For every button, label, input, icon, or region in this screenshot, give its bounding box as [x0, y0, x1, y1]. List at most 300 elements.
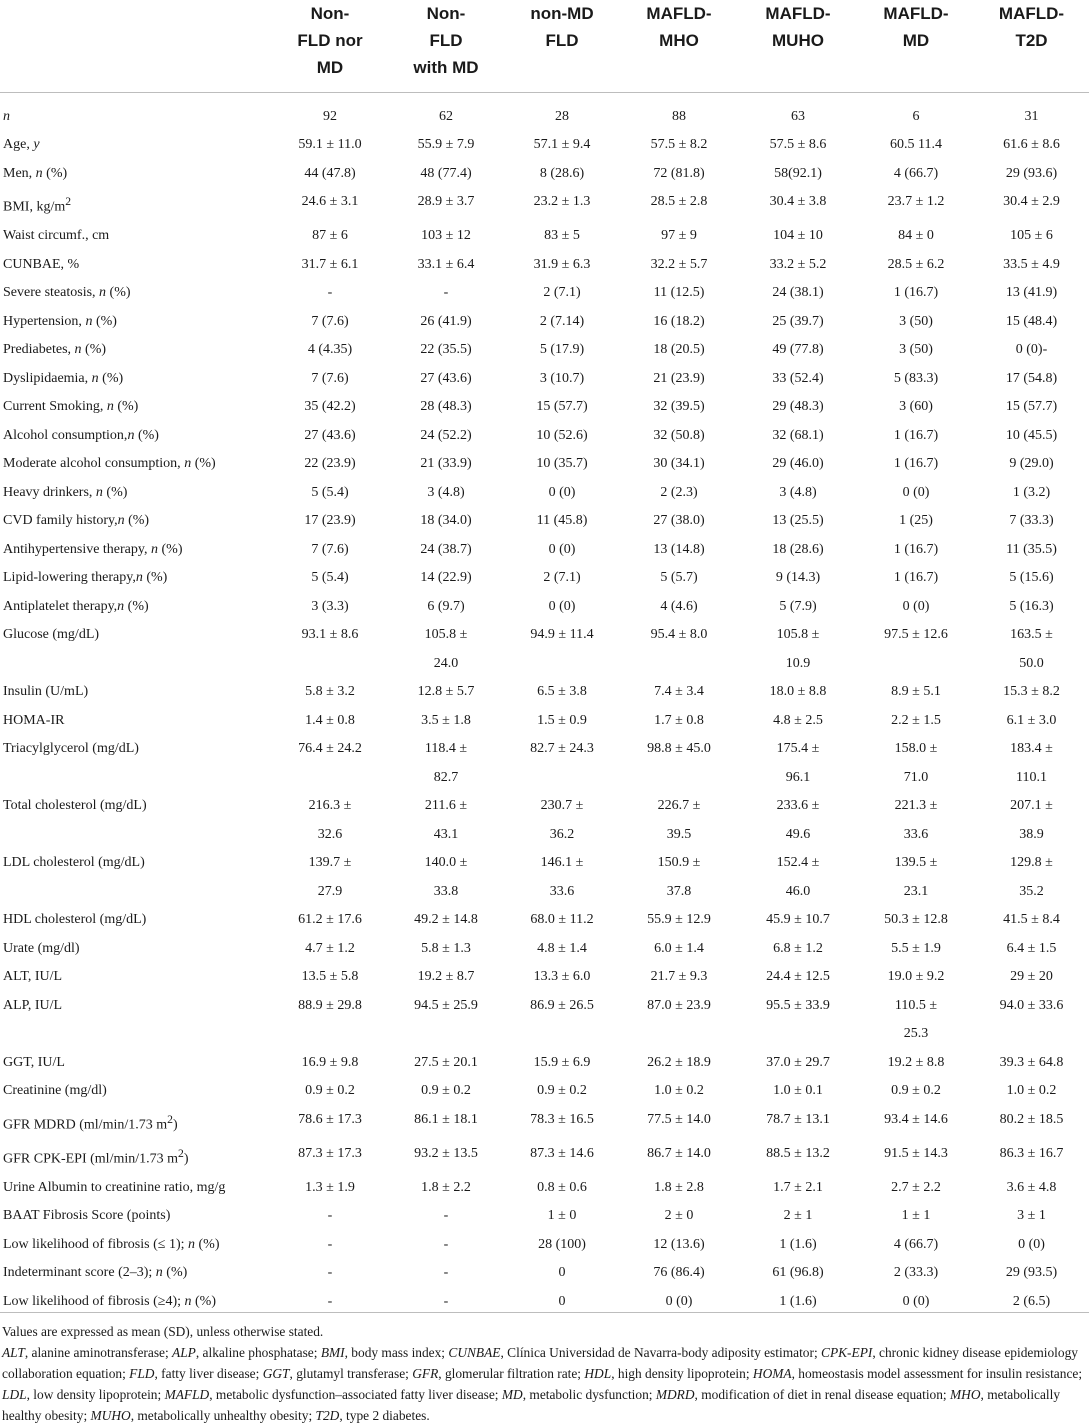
table-cell: 26 (41.9): [420, 313, 472, 329]
table-cell: 28.5 ± 2.8: [650, 194, 708, 209]
table-row: [0, 1259, 1089, 1288]
table-cell: 62: [439, 108, 453, 124]
table-row: [0, 393, 1089, 422]
table-cell: 0.9 ± 0.2: [305, 1083, 355, 1099]
row-label: n: [3, 108, 10, 124]
column-header: Non- FLD nor MD: [272, 0, 388, 92]
table-cell: 32 (39.5): [653, 399, 705, 415]
table-cell: 1.0 ± 0.2: [654, 1083, 704, 1099]
table-cell: 30.4 ± 3.8: [769, 194, 827, 209]
table-cell: 32.2 ± 5.7: [650, 256, 708, 272]
table-cell: 23.7 ± 1.2: [887, 194, 945, 209]
table-cell: 14 (22.9): [420, 570, 472, 586]
table-cell: 2 (6.5): [1012, 1293, 1051, 1309]
table-cell: 4 (4.35): [307, 342, 353, 358]
table-cell: 1.0 ± 0.2: [1006, 1083, 1057, 1099]
table-row: [0, 1231, 1089, 1260]
table-cell: 110.5 ± 25.3: [894, 997, 938, 1042]
table-cell: 0 (0): [902, 484, 930, 500]
table-cell: 24 (52.2): [420, 427, 472, 443]
table-row: [0, 365, 1089, 394]
table-cell: 2.2 ± 1.5: [891, 712, 941, 728]
table-row: [0, 1049, 1089, 1078]
table-cell: 12 (13.6): [653, 1236, 705, 1252]
table-row: [0, 621, 1089, 678]
table-cell: 3.6 ± 4.8: [1006, 1179, 1057, 1195]
table-cell: -: [443, 1293, 449, 1309]
table-cell: -: [443, 1208, 449, 1224]
table-cell: 93.4 ± 14.6: [884, 1111, 948, 1127]
table-cell: 24 (38.1): [772, 285, 824, 301]
table-cell: 27 (43.6): [420, 370, 472, 386]
table-cell: 11 (35.5): [1006, 541, 1057, 557]
table-row: [0, 992, 1089, 1049]
table-cell: 86.3 ± 16.7: [999, 1145, 1064, 1161]
table-cell: 129.8 ± 35.2: [1010, 855, 1053, 899]
table-cell: 8 (28.6): [539, 165, 585, 181]
table-cell: 16 (18.2): [653, 313, 705, 329]
table-cell: -: [327, 1293, 333, 1309]
table-cell: 152.4 ± 46.0: [776, 855, 820, 899]
row-label: Hypertension, n (%): [3, 313, 117, 329]
table-cell: 97 ± 9: [661, 228, 697, 244]
table-cell: 10 (35.7): [536, 456, 588, 472]
table-cell: 29 (46.0): [772, 456, 824, 472]
table-cell: -: [327, 285, 333, 301]
table-cell: 0.9 ± 0.2: [537, 1083, 587, 1099]
table-cell: 11 (45.8): [536, 513, 588, 529]
table-row: [0, 450, 1089, 479]
table-cell: 10 (52.6): [536, 427, 588, 443]
table-cell: 8.9 ± 5.1: [891, 684, 941, 700]
table-cell: 1 (3.2): [1012, 484, 1051, 500]
table-row: [0, 507, 1089, 536]
table-cell: 1.8 ± 2.8: [654, 1179, 704, 1195]
table-cell: 86.9 ± 26.5: [530, 997, 594, 1013]
table-cell: 87.3 ± 14.6: [530, 1145, 594, 1161]
row-label: LDL cholesterol (mg/dL): [3, 855, 145, 871]
row-label: GFR CPK-EPI (ml/min/1.73 $m^2$): [3, 1146, 189, 1167]
table-cell: 140.0 ± 33.8: [424, 855, 468, 899]
table-cell: 3 (60): [899, 399, 933, 415]
table-cell: 5 (5.7): [660, 570, 698, 586]
table-cell: 1.4 ± 0.8: [305, 712, 355, 728]
table-cell: 7 (33.3): [1009, 513, 1054, 529]
table-cell: 3 (50): [899, 313, 933, 329]
table-cell: 5.8 ± 1.3: [421, 940, 471, 956]
table-cell: 78.7 ± 13.1: [766, 1111, 830, 1127]
table-row: [0, 963, 1089, 992]
table-cell: 57.5 ± 8.2: [650, 137, 708, 152]
table-cell: 10 (45.5): [1005, 427, 1058, 443]
table-cell: -: [443, 285, 449, 301]
table-cell: 7.4 ± 3.4: [654, 684, 704, 700]
table-cell: 15 (48.4): [1005, 313, 1058, 329]
table-cell: 91.5 ± 14.3: [884, 1145, 948, 1161]
table-row: [0, 251, 1089, 280]
table-cell: 21 (23.9): [653, 370, 705, 386]
table-cell: 61.2 ± 17.6: [298, 912, 362, 928]
table-cell: -: [443, 1265, 449, 1281]
table-cell: 24 (38.7): [420, 541, 472, 557]
table-cell: 87.0 ± 23.9: [647, 997, 711, 1013]
header-row: [0, 0, 1089, 92]
table-cell: 44 (47.8): [304, 165, 356, 181]
table-cell: 207.1 ± 38.9: [1010, 798, 1053, 842]
table-cell: 1 (16.7): [893, 456, 939, 472]
row-label: Glucose (mg/dL): [3, 627, 100, 643]
footnote-abbreviations: ALT, alanine aminotransferase; ALP, alkaline phosphatase; BMI, body mass index; CUNBAE, Clínica Universidad de Navarra-body adiposity estimator; CPK-EPI, chronic kidney disease epidemiology collaboration equation; FLD, fatty liver disease; GGT, glutamyl transferase; GFR, glomerular filtration rate; HDL, high density lipoprotein; HOMA, homeostasis model assessment for insulin resistance; LDL, low density lipoprotein; MAFLD, metabolic dysfunction–associated fatty liver disease; MD, metabolic dysfunction; MDRD, modification of diet in renal disease equation; MHO, metabolically healthy obesity; MUHO, metabolically unhealthy obesity; T2D, type 2 diabetes.: [2, 1345, 1083, 1423]
table-cell: 17 (23.9): [304, 513, 356, 529]
table-cell: 2 ± 1: [783, 1208, 813, 1224]
table-cell: 57.1 ± 9.4: [533, 137, 591, 152]
table-row: [0, 906, 1089, 935]
table-cell: 11 (12.5): [653, 285, 705, 301]
table-cell: 76.4 ± 24.2: [298, 741, 362, 757]
table-cell: 13.3 ± 6.0: [533, 969, 591, 985]
table-cell: 24.4 ± 12.5: [766, 969, 830, 985]
table-cell: 95.4 ± 8.0: [650, 627, 708, 643]
row-label: Dyslipidaemia, n (%): [3, 370, 124, 386]
table-cell: 30.4 ± 2.9: [1003, 194, 1060, 209]
row-label: Men, n (%): [3, 165, 68, 181]
table-cell: 0.9 ± 0.2: [891, 1083, 941, 1099]
table-cell: 30 (34.1): [653, 456, 705, 472]
table-cell: 82.7 ± 24.3: [530, 741, 594, 757]
row-label: Age, y: [3, 137, 40, 152]
table-cell: 4.8 ± 1.4: [537, 940, 587, 956]
table-row: [0, 564, 1089, 593]
table-cell: 28 (48.3): [420, 399, 472, 415]
table-cell: 5 (7.9): [779, 598, 817, 614]
table-cell: 60.5 11.4: [890, 137, 942, 152]
table-cell: 175.4 ± 96.1: [776, 741, 820, 785]
row-label: Moderate alcohol consumption, n (%): [3, 456, 216, 472]
table-cell: 32 (50.8): [653, 427, 705, 443]
table-cell: 28.9 ± 3.7: [417, 194, 475, 209]
table-cell: 118.4 ± 82.7: [424, 741, 468, 785]
table-cell: 230.7 ± 36.2: [540, 798, 584, 842]
table-cell: 98.8 ± 45.0: [647, 741, 711, 757]
table-cell: 88: [672, 108, 686, 124]
table-cell: 94.9 ± 11.4: [530, 627, 594, 643]
table-cell: 18 (34.0): [420, 513, 472, 529]
table-cell: 9 (29.0): [1009, 456, 1054, 472]
table-cell: 88.5 ± 13.2: [766, 1145, 830, 1161]
table-cell: 33.5 ± 4.9: [1003, 256, 1060, 272]
table-cell: 19.2 ± 8.8: [887, 1054, 945, 1070]
table-row: [0, 593, 1089, 622]
row-label: Current Smoking, n (%): [3, 399, 139, 415]
table-cell: 84 ± 0: [898, 228, 934, 244]
table-row: [0, 479, 1089, 508]
table-cell: 1 (16.7): [893, 427, 939, 443]
table-cell: 59.1 ± 11.0: [298, 137, 362, 152]
table-cell: 3 (50): [899, 342, 933, 358]
table-cell: 18 (20.5): [653, 342, 705, 358]
table-cell: 72 (81.8): [653, 165, 705, 181]
table-cell: 158.0 ± 71.0: [894, 741, 938, 785]
header-stub: [0, 0, 272, 92]
row-label: BAAT Fibrosis Score (points): [3, 1208, 171, 1224]
table-cell: 1.7 ± 0.8: [654, 712, 704, 728]
table-cell: 94.0 ± 33.6: [999, 997, 1064, 1013]
table-cell: 0 (0): [902, 598, 930, 614]
row-label: Urine Albumin to creatinine ratio, mg/g: [3, 1179, 226, 1195]
table-cell: 29 (48.3): [772, 399, 824, 415]
table-cell: 86.1 ± 18.1: [414, 1111, 478, 1127]
table-cell: 103 ± 12: [421, 228, 471, 244]
table-cell: 5 (16.3): [1009, 598, 1054, 614]
row-label: Alcohol consumption,n (%): [3, 427, 159, 443]
table-cell: 1 (1.6): [779, 1236, 817, 1252]
row-label: HDL cholesterol (mg/dL): [3, 912, 147, 928]
row-label: Creatinine (mg/dl): [3, 1083, 107, 1099]
table-cell: 87.3 ± 17.3: [298, 1145, 362, 1161]
table-cell: 28 (100): [538, 1236, 586, 1252]
table-cell: 105.8 ± 10.9: [776, 627, 820, 671]
table-row: [0, 222, 1089, 251]
table-cell: 5 (17.9): [539, 342, 585, 358]
table-cell: 78.3 ± 16.5: [530, 1111, 594, 1127]
table-cell: 19.2 ± 8.7: [417, 969, 475, 985]
table-cell: 1.0 ± 0.1: [773, 1083, 823, 1099]
table-cell: 63: [791, 108, 805, 124]
table-cell: 92: [323, 108, 337, 124]
table-cell: 105 ± 6: [1010, 228, 1053, 244]
row-label: Antiplatelet therapy,n (%): [3, 598, 149, 614]
table-row: [0, 792, 1089, 849]
table-cell: 93.1 ± 8.6: [301, 627, 359, 643]
table-cell: 28: [555, 108, 569, 124]
table-cell: 3 (10.7): [539, 370, 585, 386]
table-cell: 15.9 ± 6.9: [533, 1054, 591, 1070]
table-cell: 61 (96.8): [772, 1265, 824, 1281]
table-cell: 0 (0): [548, 484, 576, 500]
table-cell: 9 (14.3): [775, 570, 821, 586]
table-cell: 0: [558, 1265, 566, 1281]
table-cell: 1.7 ± 2.1: [773, 1179, 823, 1195]
table-cell: 80.2 ± 18.5: [999, 1111, 1064, 1127]
table-cell: 5 (5.4): [311, 484, 349, 500]
table-cell: 6.5 ± 3.8: [537, 684, 587, 700]
table-cell: 1 (25): [899, 513, 933, 529]
table-cell: 7 (7.6): [311, 541, 349, 557]
table-cell: 6: [912, 108, 920, 124]
table-row: [0, 1106, 1089, 1140]
table-cell: 5.8 ± 3.2: [305, 684, 355, 700]
table-cell: 139.5 ± 23.1: [894, 855, 938, 899]
table-cell: 15.3 ± 8.2: [1003, 684, 1060, 700]
table-cell: 61.6 ± 8.6: [1003, 137, 1060, 152]
table-cell: 1 ± 0: [547, 1208, 577, 1224]
table-row: [0, 279, 1089, 308]
table-cell: 0: [558, 1293, 566, 1309]
table-cell: 31.9 ± 6.3: [533, 256, 591, 272]
table-cell: 4 (66.7): [893, 165, 939, 181]
table-cell: 226.7 ± 39.5: [657, 798, 701, 842]
table-row: [0, 1202, 1089, 1231]
table-footnotes: [0, 1312, 1089, 1426]
table-cell: 48 (77.4): [420, 165, 472, 181]
table-cell: 94.5 ± 25.9: [414, 997, 478, 1013]
table-cell: 41.5 ± 8.4: [1003, 912, 1060, 928]
row-label: Triacylglycerol (mg/dL): [3, 741, 139, 757]
row-label: Urate (mg/dl): [3, 940, 80, 956]
row-label: CVD family history,n (%): [3, 513, 150, 529]
table-row: [0, 188, 1089, 222]
column-header: MAFLD- MHO: [620, 0, 738, 92]
table-cell: 0 (0): [548, 598, 576, 614]
table-cell: 27 (43.6): [304, 427, 356, 443]
table-row: [0, 308, 1089, 337]
table-cell: 1 (16.7): [893, 570, 939, 586]
table-cell: 6.8 ± 1.2: [773, 940, 823, 956]
table-row: [0, 422, 1089, 451]
table-cell: 2 (7.1): [543, 570, 581, 586]
table-cell: 183.4 ± 110.1: [1010, 741, 1053, 785]
table-cell: 25 (39.7): [772, 313, 824, 329]
table-cell: 27.5 ± 20.1: [414, 1054, 478, 1070]
table-cell: 211.6 ± 43.1: [424, 798, 468, 842]
row-label: Insulin (U/mL): [3, 684, 89, 700]
table-cell: 0.8 ± 0.6: [537, 1179, 587, 1195]
table-cell: 13 (41.9): [1005, 285, 1058, 301]
table-cell: 6.4 ± 1.5: [1006, 940, 1057, 956]
table-cell: 2.7 ± 2.2: [891, 1179, 941, 1195]
table-row: [0, 849, 1089, 906]
table-cell: 1 ± 1: [901, 1208, 931, 1224]
table-cell: 45.9 ± 10.7: [766, 912, 830, 928]
table-cell: 21.7 ± 9.3: [650, 969, 708, 985]
table-cell: 78.6 ± 17.3: [298, 1111, 362, 1127]
row-label: Low likelihood of fibrosis (≤ 1); n (%): [3, 1236, 220, 1252]
table-cell: 1.3 ± 1.9: [305, 1179, 355, 1195]
table-cell: 31.7 ± 6.1: [301, 256, 359, 272]
table-cell: 5.5 ± 1.9: [891, 940, 941, 956]
table-cell: 29 ± 20: [1010, 969, 1053, 985]
column-header: MAFLD- T2D: [974, 0, 1089, 92]
table-cell: 2 ± 0: [664, 1208, 694, 1224]
table-cell: 77.5 ± 14.0: [647, 1111, 711, 1127]
table-cell: 0 (0): [1018, 1236, 1045, 1252]
table-cell: 31: [1024, 108, 1039, 124]
table-cell: 3.5 ± 1.8: [421, 712, 471, 728]
table-cell: 4 (66.7): [893, 1236, 939, 1252]
table-cell: 5 (15.6): [1009, 570, 1054, 586]
row-label: HOMA-IR: [3, 712, 65, 728]
table-cell: 0 (0): [548, 541, 576, 557]
row-label: Low likelihood of fibrosis (≥4); n (%): [3, 1293, 216, 1309]
table-cell: 0 (0): [665, 1293, 693, 1309]
table-cell: 13.5 ± 5.8: [301, 969, 359, 985]
table-cell: 0 (0): [902, 1293, 930, 1309]
table-cell: 104 ± 10: [773, 228, 823, 244]
column-header: MAFLD- MUHO: [738, 0, 858, 92]
table-row: [0, 707, 1089, 736]
table-row: [0, 536, 1089, 565]
table-cell: 15 (57.7): [536, 399, 588, 415]
row-label: Lipid-lowering therapy,n (%): [3, 570, 168, 586]
table-row: [0, 336, 1089, 365]
table-row: [0, 1174, 1089, 1203]
table-cell: 221.3 ± 33.6: [894, 798, 938, 842]
table-cell: 76 (86.4): [653, 1265, 705, 1281]
table-cell: 1 (16.7): [893, 541, 939, 557]
table-cell: 7 (7.6): [311, 370, 349, 386]
table-cell: 33.1 ± 6.4: [417, 256, 475, 272]
table-cell: 1 (16.7): [893, 285, 939, 301]
table-cell: 57.5 ± 8.6: [769, 137, 827, 152]
row-label: ALT, IU/L: [3, 969, 63, 985]
footnote-note: Values are expressed as mean (SD), unless otherwise stated.: [2, 1324, 324, 1339]
table-cell: 6.0 ± 1.4: [654, 940, 704, 956]
table-cell: 2 (7.14): [539, 313, 585, 329]
table-cell: 3 (4.8): [779, 484, 817, 500]
row-label: Prediabetes, n (%): [3, 342, 107, 358]
row-label: Indeterminant score (2–3); n (%): [3, 1265, 188, 1281]
row-label: CUNBAE, %: [3, 256, 80, 272]
table-cell: 146.1 ± 33.6: [540, 855, 584, 899]
table-cell: 13 (25.5): [772, 513, 824, 529]
row-label: GFR MDRD (ml/min/1.73 $m^2$): [3, 1112, 178, 1133]
table-cell: 4.7 ± 1.2: [305, 940, 355, 956]
table-cell: 5 (5.4): [311, 570, 349, 586]
table-body: [0, 92, 1089, 1325]
table-cell: 21 (33.9): [420, 456, 472, 472]
table-cell: 86.7 ± 14.0: [647, 1145, 711, 1161]
table-cell: 163.5 ± 50.0: [1010, 627, 1053, 671]
table-cell: 18.0 ± 8.8: [769, 684, 827, 700]
table-cell: 3 (4.8): [427, 484, 465, 500]
table-cell: 2 (33.3): [893, 1265, 939, 1281]
row-label: Heavy drinkers, n (%): [3, 484, 128, 500]
table-cell: 50.3 ± 12.8: [884, 912, 948, 928]
table-cell: 95.5 ± 33.9: [766, 997, 830, 1013]
table-cell: 22 (23.9): [304, 456, 356, 472]
table-row: [0, 1077, 1089, 1106]
table-cell: 16.9 ± 9.8: [301, 1054, 359, 1070]
table-cell: 55.9 ± 7.9: [417, 137, 475, 152]
table-cell: 139.7 ± 27.9: [308, 855, 352, 899]
table-cell: 6.1 ± 3.0: [1006, 712, 1057, 728]
table-row: [0, 1140, 1089, 1174]
table-cell: 93.2 ± 13.5: [414, 1145, 478, 1161]
table-cell: 1.5 ± 0.9: [537, 712, 587, 728]
table-cell: 1 (1.6): [779, 1293, 817, 1309]
table-row: [0, 735, 1089, 792]
table-cell: 58(92.1): [774, 165, 822, 181]
table-cell: 87 ± 6: [312, 228, 348, 244]
table-cell: 32 (68.1): [772, 427, 824, 443]
row-label: ALP, IU/L: [3, 997, 63, 1013]
table-cell: 83 ± 5: [544, 228, 580, 244]
table-cell: 19.0 ± 9.2: [887, 969, 945, 985]
table-cell: 2 (7.1): [543, 285, 581, 301]
table-cell: 18 (28.6): [772, 541, 824, 557]
column-header: MAFLD- MD: [858, 0, 974, 92]
column-header: non-MD FLD: [504, 0, 620, 92]
table-cell: 37.0 ± 29.7: [766, 1054, 830, 1070]
table-cell: 22 (35.5): [420, 342, 472, 358]
table-cell: 49 (77.8): [772, 342, 824, 358]
table-cell: 24.6 ± 3.1: [301, 194, 359, 209]
table-cell: 0.9 ± 0.2: [421, 1083, 471, 1099]
table-cell: 6 (9.7): [427, 598, 465, 614]
table-cell: 233.6 ± 49.6: [776, 798, 820, 842]
table-cell: 39.3 ± 64.8: [999, 1054, 1064, 1070]
table-cell: -: [327, 1265, 333, 1281]
